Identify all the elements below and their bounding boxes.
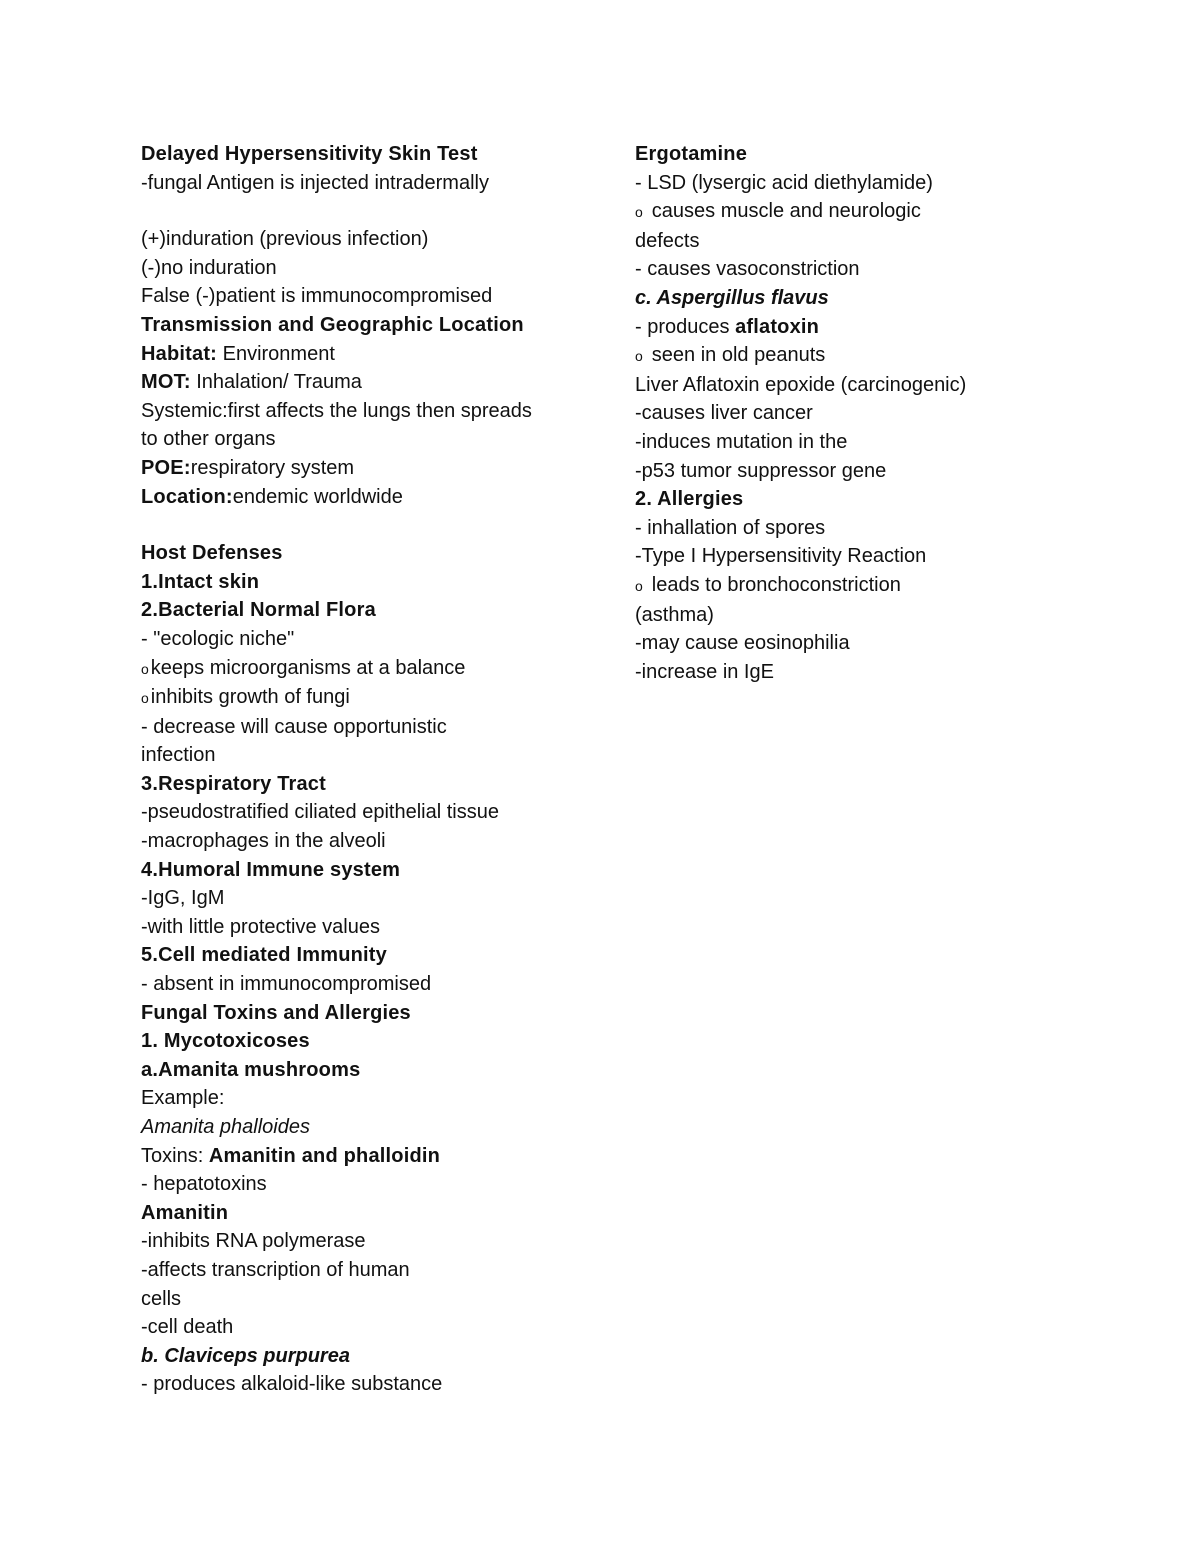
mot-line — [141, 368, 591, 397]
mot-value: Inhalation/ Trauma — [190, 371, 362, 394]
mycotoxicoses-heading: 1. Mycotoxicoses — [141, 1030, 310, 1053]
amanitin-line-2b: cells — [141, 1287, 182, 1310]
bullet-icon: o — [635, 348, 643, 365]
hepatotoxins-line: - hepatotoxins — [141, 1173, 267, 1196]
amanitin-line-3: -cell death — [141, 1316, 234, 1339]
bullet-icon: o — [635, 204, 643, 221]
allergies-line-2: -Type I Hypersensitivity Reaction — [635, 545, 927, 568]
aspergillus-line-3: Liver Aflatoxin epoxide (carcinogenic) — [635, 373, 967, 396]
ergotamine-line-2a — [635, 197, 1055, 227]
aspergillus-line-2 — [635, 341, 1055, 371]
ergotamine-heading: Ergotamine — [635, 143, 748, 165]
dhst-line-2: (+)induration (previous infection) — [141, 228, 429, 251]
aspergillus-line-1 — [635, 313, 1055, 342]
bullet-icon: o — [141, 690, 149, 707]
dhst-heading: Delayed Hypersensitivity Skin Test — [141, 143, 478, 165]
aspergillus-line-6: -p53 tumor suppressor gene — [635, 459, 887, 482]
allergies-line-3b: (asthma) — [635, 603, 714, 626]
poe-value: respiratory system — [190, 456, 355, 479]
host-defense-2-line-b — [141, 654, 591, 684]
allergies-line-5: -increase in IgE — [635, 660, 774, 683]
claviceps-line-1: - produces alkaloid-like substance — [141, 1373, 443, 1396]
host-defense-5: 5.Cell mediated Immunity — [141, 944, 387, 967]
systemic-line-1: Systemic:first affects the lungs then spreads — [141, 399, 532, 422]
host-defenses-heading: Host Defenses — [141, 542, 283, 565]
spacer — [141, 511, 591, 539]
mot-label: MOT: — [141, 371, 191, 394]
allergies-line-1: - inhallation of spores — [635, 516, 826, 539]
toxins-heading: Fungal Toxins and Allergies — [141, 1001, 411, 1024]
bullet-icon: o — [635, 577, 643, 594]
systemic-line-2: to other organs — [141, 428, 276, 451]
allergies-line-4: -may cause eosinophilia — [635, 632, 850, 655]
bullet-text: inhibits growth of fungi — [150, 686, 350, 709]
spacer — [141, 197, 591, 225]
poe-line — [141, 454, 591, 483]
aspergillus-heading: c. Aspergillus flavus — [635, 286, 829, 309]
left-column — [141, 140, 591, 1399]
aflatoxin-prefix: - produces — [635, 315, 736, 338]
transmission-heading: Transmission and Geographic Location — [141, 313, 524, 336]
host-defense-2: 2.Bacterial Normal Flora — [141, 599, 376, 622]
host-defense-4: 4.Humoral Immune system — [141, 858, 401, 881]
allergies-line-3a — [635, 571, 1055, 601]
habitat-label: Habitat: — [141, 342, 218, 365]
host-defense-2-line-a: - "ecologic niche" — [141, 627, 295, 650]
habitat-value: Environment — [217, 342, 335, 365]
amanitin-heading: Amanitin — [141, 1201, 229, 1224]
toxins-value: Amanitin and phalloidin — [208, 1144, 441, 1167]
allergies-heading: 2. Allergies — [635, 488, 744, 511]
bullet-icon: o — [141, 660, 149, 677]
bullet-text: leads to bronchoconstriction — [651, 573, 901, 596]
aspergillus-line-4: -causes liver cancer — [635, 402, 813, 425]
location-value: endemic worldwide — [232, 485, 403, 508]
host-defense-1: 1.Intact skin — [141, 570, 260, 593]
amanitin-line-1: -inhibits RNA polymerase — [141, 1230, 366, 1253]
location-label: Location: — [141, 485, 233, 508]
toxins-label: Toxins: — [141, 1144, 209, 1167]
poe-label: POE: — [141, 456, 191, 479]
bullet-text: keeps microorganisms at a balance — [150, 656, 466, 679]
dhst-line-3: (-)no induration — [141, 256, 277, 279]
habitat-line — [141, 340, 591, 369]
host-defense-3-line-a: -pseudostratified ciliated epithelial tissue — [141, 801, 499, 824]
right-column — [635, 140, 1055, 686]
host-defense-2-line-c — [141, 683, 591, 713]
example-label: Example: — [141, 1087, 225, 1110]
amanita-species: Amanita phalloides — [141, 1116, 310, 1138]
claviceps-heading: b. Claviceps purpurea — [141, 1344, 350, 1367]
amanitin-line-2a: -affects transcription of human — [141, 1258, 410, 1281]
location-line — [141, 483, 591, 512]
ergotamine-line-1: - LSD (lysergic acid diethylamide) — [635, 171, 933, 194]
host-defense-5-line-a: - absent in immunocompromised — [141, 973, 432, 996]
host-defense-3: 3.Respiratory Tract — [141, 772, 326, 795]
aflatoxin-term: aflatoxin — [735, 315, 820, 338]
dhst-line-4: False (-)patient is immunocompromised — [141, 285, 493, 308]
dhst-line-1: -fungal Antigen is injected intradermally — [141, 171, 489, 194]
ergotamine-line-3: - causes vasoconstriction — [635, 258, 860, 281]
host-defense-3-line-b: -macrophages in the alveoli — [141, 830, 386, 853]
toxins-line — [141, 1142, 591, 1171]
host-defense-2-line-d2: infection — [141, 744, 216, 767]
host-defense-4-line-b: -with little protective values — [141, 915, 380, 938]
bullet-text: causes muscle and neurologic — [651, 200, 921, 223]
bullet-text: seen in old peanuts — [651, 344, 826, 367]
ergotamine-line-2b: defects — [635, 229, 700, 252]
aspergillus-line-5: -induces mutation in the — [635, 430, 848, 453]
amanita-heading: a.Amanita mushrooms — [141, 1058, 361, 1081]
host-defense-2-line-d1: - decrease will cause opportunistic — [141, 715, 447, 738]
host-defense-4-line-a: -IgG, IgM — [141, 887, 225, 910]
